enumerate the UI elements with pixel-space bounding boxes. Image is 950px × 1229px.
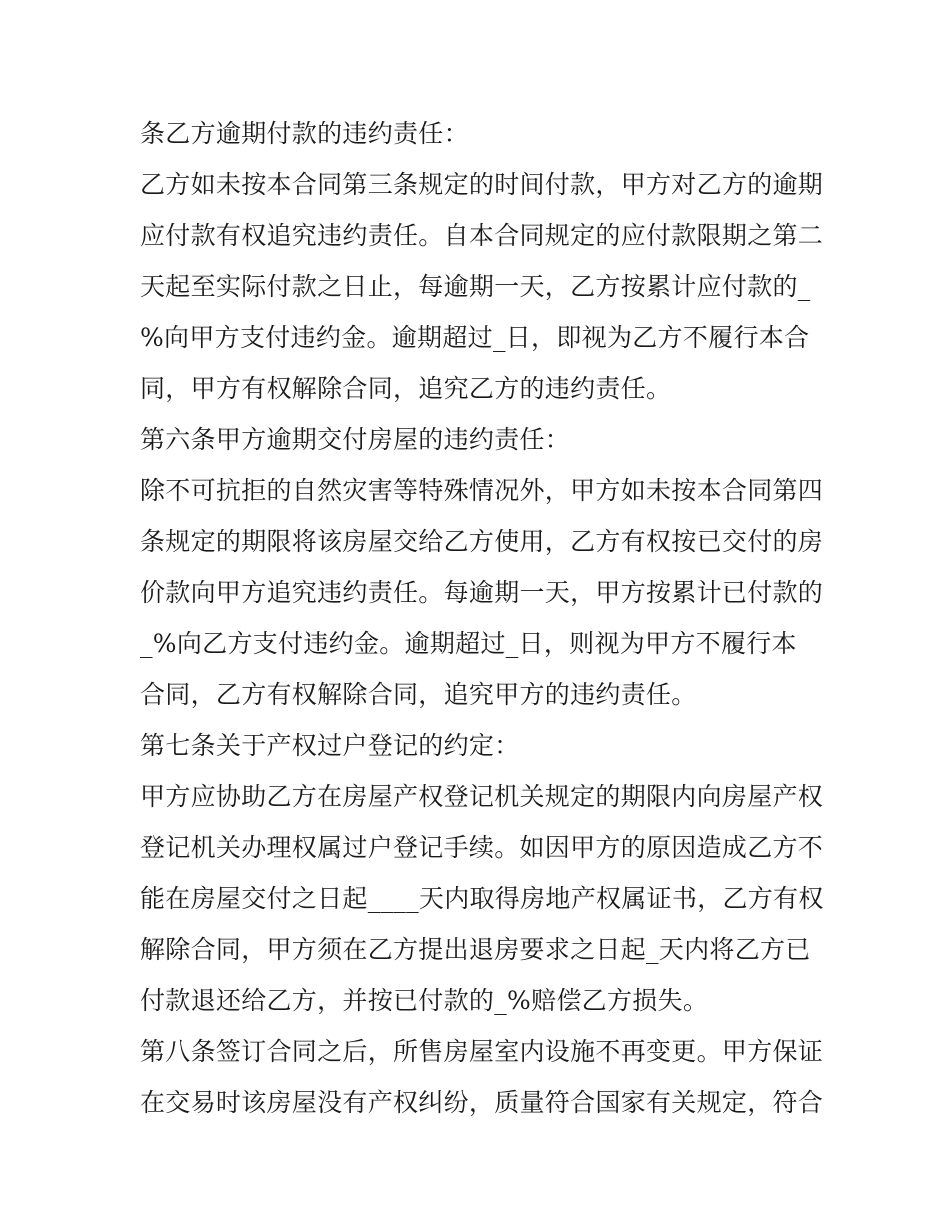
text-line: 乙方如未按本合同第三条规定的时间付款，甲方对乙方的逾期 <box>140 170 824 199</box>
text-line: 条规定的期限将该房屋交给乙方使用，乙方有权按已交付的房 <box>140 527 824 556</box>
clause-7-heading: 第七条关于产权过户登记的约定： <box>140 731 520 760</box>
text-line: 登记机关办理权属过户登记手续。如因甲方的原因造成乙方不 <box>140 833 824 862</box>
text-line: 应付款有权追究违约责任。自本合同规定的应付款限期之第二 <box>140 221 824 250</box>
text-line: 解除合同，甲方须在乙方提出退房要求之日起_天内将乙方已 <box>140 935 811 964</box>
text-line: 甲方应协助乙方在房屋产权登记机关规定的期限内向房屋产权 <box>140 782 824 811</box>
clause-6-heading: 第六条甲方逾期交付房屋的违约责任： <box>140 425 571 454</box>
text-line: 付款退还给乙方，并按已付款的_%赔偿乙方损失。 <box>140 986 709 1015</box>
text-line: 合同，乙方有权解除合同，追究甲方的违约责任。 <box>140 680 697 709</box>
text-line: %向甲方支付违约金。逾期超过_日，即视为乙方不履行本合 <box>140 323 810 352</box>
text-line: _%向乙方支付违约金。逾期超过_日，则视为甲方不履行本 <box>140 629 797 658</box>
text-line: 除不可抗拒的自然灾害等特殊情况外，甲方如未按本合同第四 <box>140 476 824 505</box>
text-line: 价款向甲方追究违约责任。每逾期一天，甲方按累计已付款的 <box>140 578 824 607</box>
clause-8-text: 第八条签订合同之后，所售房屋室内设施不再变更。甲方保证 <box>140 1037 824 1066</box>
text-line: 能在房屋交付之日起____天内取得房地产权属证书，乙方有权 <box>140 884 824 913</box>
clause-5-heading: 条乙方逾期付款的违约责任： <box>140 119 469 148</box>
document-body <box>140 108 824 1128</box>
text-line: 同，甲方有权解除合同，追究乙方的违约责任。 <box>140 374 672 403</box>
text-line: 天起至实际付款之日止，每逾期一天，乙方按累计应付款的_ <box>140 272 811 301</box>
text-line: 在交易时该房屋没有产权纠纷，质量符合国家有关规定，符合 <box>140 1088 824 1117</box>
